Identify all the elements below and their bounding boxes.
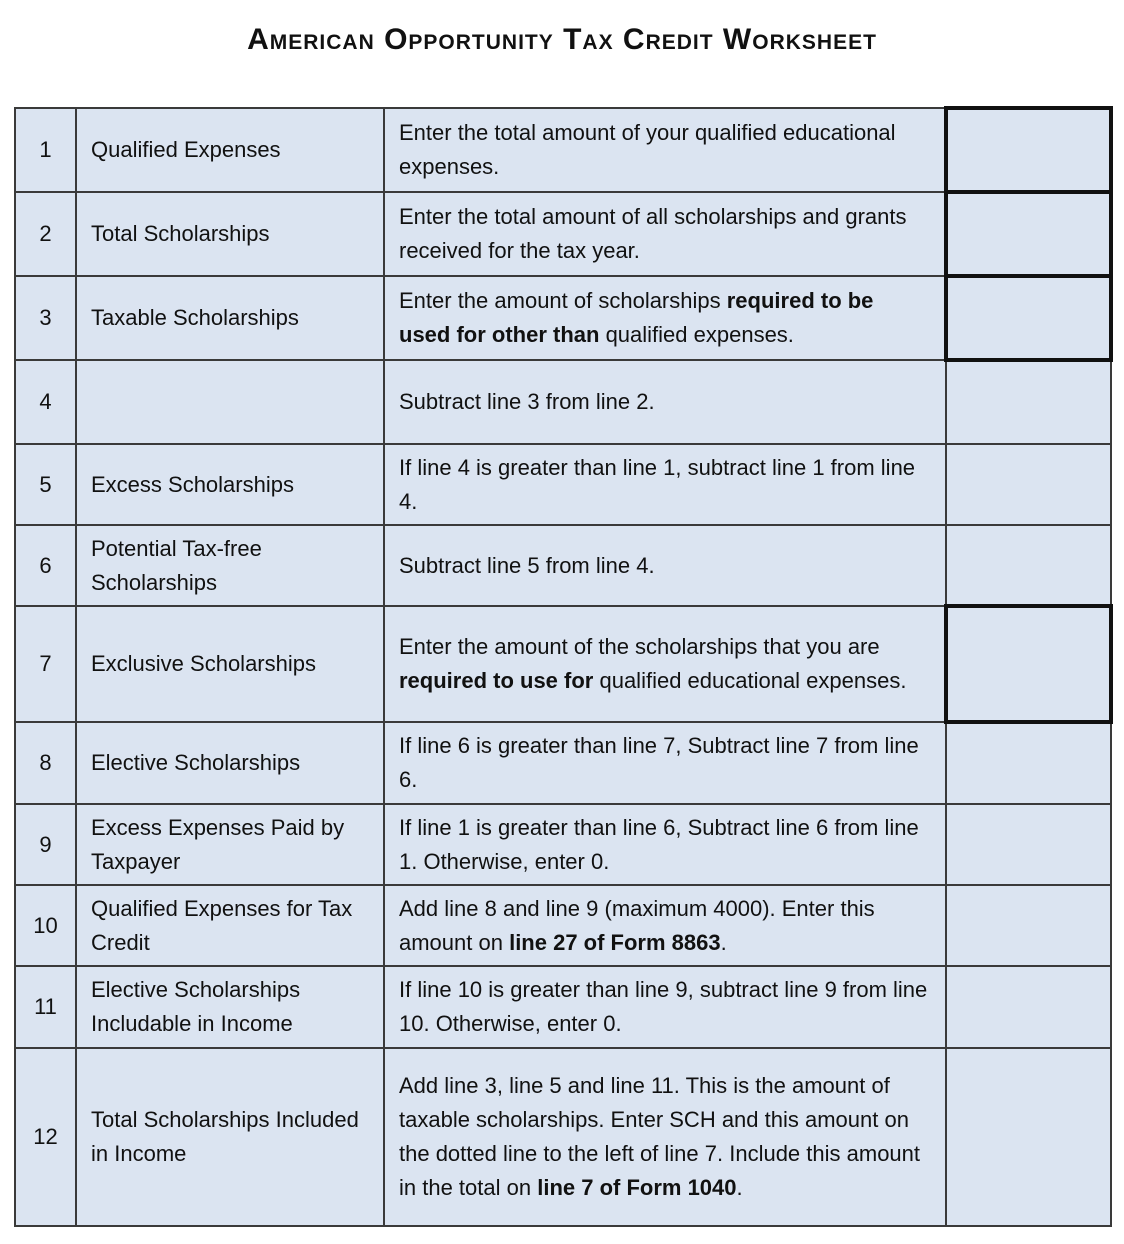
line-instruction xyxy=(384,276,946,360)
amount-computed-box xyxy=(946,804,1111,885)
worksheet-title: American Opportunity Tax Credit Worksheet xyxy=(247,23,877,56)
amount-computed-box xyxy=(946,722,1111,804)
line-instruction: Subtract line 3 from line 2. xyxy=(384,360,946,444)
line-instruction: Subtract line 5 from line 4. xyxy=(384,525,946,606)
amount-computed-box xyxy=(946,360,1111,444)
line-number: 2 xyxy=(15,192,76,276)
worksheet-row xyxy=(15,525,1111,606)
line-number: 7 xyxy=(15,606,76,722)
amount-input-box[interactable] xyxy=(946,108,1111,192)
amount-input-box[interactable] xyxy=(946,276,1111,360)
amount-computed-box xyxy=(946,966,1111,1048)
line-number: 11 xyxy=(15,966,76,1048)
line-name: Excess Scholarships xyxy=(76,444,384,525)
instruction-emphasis: required to use for xyxy=(399,668,594,693)
line-instruction xyxy=(384,885,946,966)
line-instruction xyxy=(384,606,946,722)
instruction-text: Enter the amount of the scholarships that you are xyxy=(399,634,880,659)
line-instruction: If line 1 is greater than line 6, Subtract line 6 from line 1. Otherwise, enter 0. xyxy=(384,804,946,885)
instruction-text: . xyxy=(720,929,727,955)
line-name: Qualified Expenses for Tax Credit xyxy=(76,885,384,966)
line-number: 9 xyxy=(15,804,76,885)
worksheet-row xyxy=(15,885,1111,966)
worksheet-row xyxy=(15,444,1111,525)
line-number: 8 xyxy=(15,722,76,804)
instruction-text: Enter the amount of scholarships xyxy=(399,288,727,313)
amount-computed-box xyxy=(946,1048,1111,1226)
line-number: 4 xyxy=(15,360,76,444)
instruction-text: qualified educational expenses. xyxy=(593,668,907,693)
instruction-text: Add line 3, line 5 and line 11. This is the amount of taxable scholarships. Enter SCH and this amount on the dotted line to the left of line 7. Include this amount in the total on xyxy=(399,1073,921,1200)
line-name: Taxable Scholarships xyxy=(76,276,384,360)
instruction-emphasis: line 27 of Form 8863 xyxy=(509,929,721,955)
line-name: Exclusive Scholarships xyxy=(76,606,384,722)
line-number: 1 xyxy=(15,108,76,192)
worksheet-row xyxy=(15,966,1111,1048)
line-number: 10 xyxy=(15,885,76,966)
line-name xyxy=(76,360,384,444)
worksheet-row xyxy=(15,192,1111,276)
worksheet-row xyxy=(15,276,1111,360)
instruction-text: Add line 8 and line 9 (maximum 4000). Enter this amount on xyxy=(399,895,875,955)
line-number: 5 xyxy=(15,444,76,525)
line-number: 6 xyxy=(15,525,76,606)
line-name: Total Scholarships Included in Income xyxy=(76,1048,384,1226)
line-number: 12 xyxy=(15,1048,76,1226)
line-name: Elective Scholarships Includable in Income xyxy=(76,966,384,1048)
worksheet-row xyxy=(15,360,1111,444)
line-instruction: If line 4 is greater than line 1, subtract line 1 from line 4. xyxy=(384,444,946,525)
line-instruction: If line 10 is greater than line 9, subtract line 9 from line 10. Otherwise, enter 0. xyxy=(384,966,946,1048)
line-name: Potential Tax-free Scholarships xyxy=(76,525,384,606)
instruction-text: qualified expenses. xyxy=(599,322,794,347)
amount-computed-box xyxy=(946,525,1111,606)
amount-computed-box xyxy=(946,444,1111,525)
line-instruction: Enter the total amount of your qualified educational expenses. xyxy=(384,108,946,192)
line-name: Total Scholarships xyxy=(76,192,384,276)
worksheet-row xyxy=(15,722,1111,804)
worksheet-table xyxy=(14,106,1113,1227)
worksheet-row xyxy=(15,108,1111,192)
line-instruction xyxy=(384,1048,946,1226)
line-name: Qualified Expenses xyxy=(76,108,384,192)
instruction-text: . xyxy=(736,1175,743,1200)
line-name: Elective Scholarships xyxy=(76,722,384,804)
instruction-emphasis: line 7 of Form 1040 xyxy=(537,1175,737,1200)
line-name: Excess Expenses Paid by Taxpayer xyxy=(76,804,384,885)
line-instruction: If line 6 is greater than line 7, Subtract line 7 from line 6. xyxy=(384,722,946,804)
amount-input-box[interactable] xyxy=(946,606,1111,722)
amount-input-box[interactable] xyxy=(946,192,1111,276)
worksheet-row xyxy=(15,606,1111,722)
amount-computed-box xyxy=(946,885,1111,966)
line-instruction: Enter the total amount of all scholarships and grants received for the tax year. xyxy=(384,192,946,276)
worksheet-row xyxy=(15,804,1111,885)
instruction-emphasis: required to be used for other than xyxy=(399,288,874,347)
line-number: 3 xyxy=(15,276,76,360)
worksheet-row xyxy=(15,1048,1111,1226)
